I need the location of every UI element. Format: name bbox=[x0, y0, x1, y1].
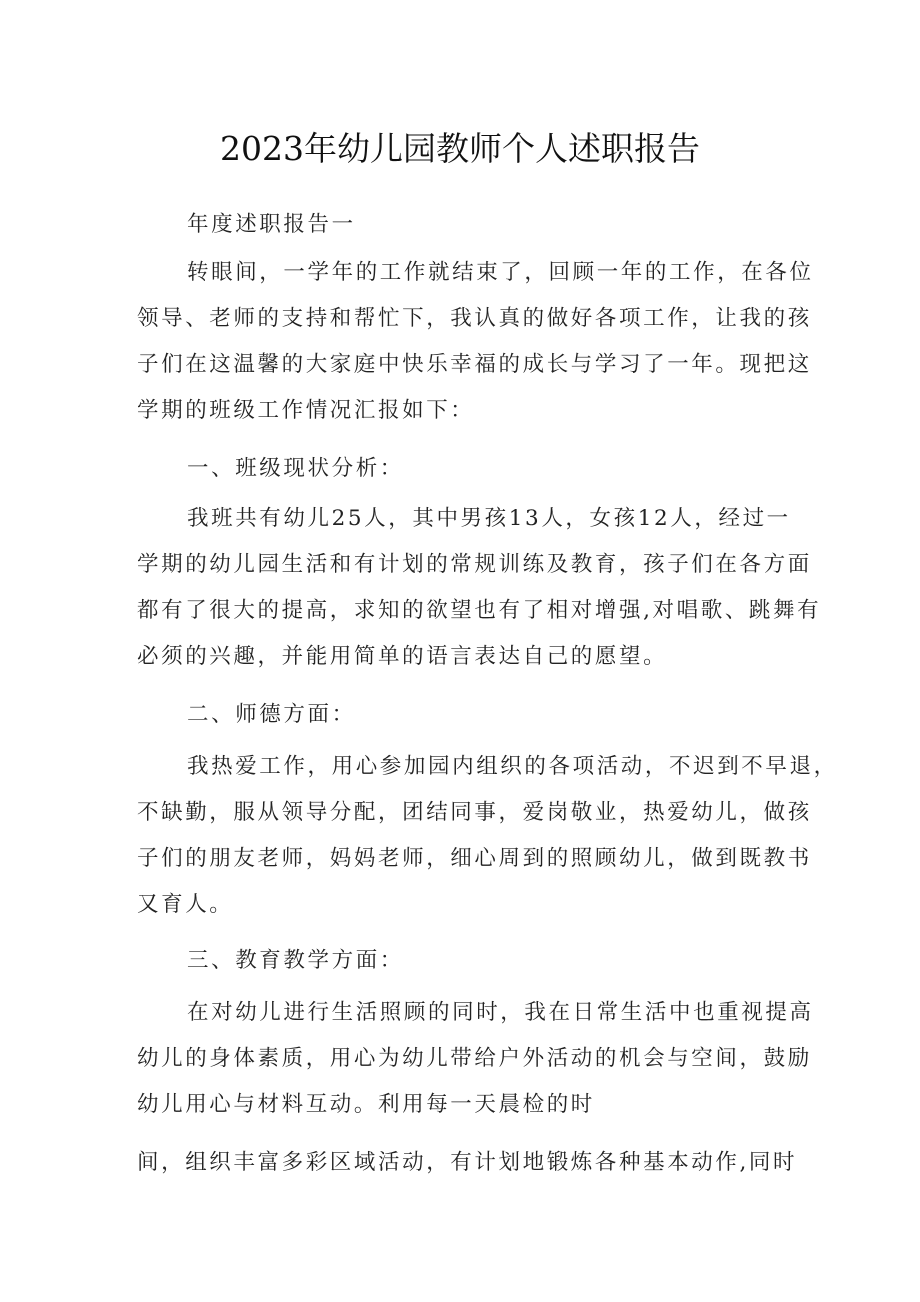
paragraph-line: 必须的兴趣，并能用简单的语言表达自己的愿望。 bbox=[137, 644, 668, 669]
paragraph-ethics bbox=[137, 744, 838, 928]
paragraph-line: 在对幼儿进行生活照顾的同时，我在日常生活中也重视提高 bbox=[187, 1000, 814, 1025]
paragraph-line: 幼儿用心与材料互动。利用每一天晨检的时 bbox=[137, 1092, 595, 1117]
paragraph-line: 都有了很大的提高，求知的欲望也有了相对增强,对唱歌、跳舞有 bbox=[137, 598, 822, 623]
paragraph-line: 我热爱工作，用心参加园内组织的各项活动，不迟到不早退， bbox=[187, 754, 838, 779]
subtitle: 年度述职报告一 bbox=[187, 212, 356, 237]
section-heading-teaching: 三、教育教学方面： bbox=[187, 948, 404, 973]
paragraph-line: 子们的朋友老师，妈妈老师，细心周到的照顾幼儿，做到既教书 bbox=[137, 846, 812, 871]
paragraph-intro bbox=[137, 250, 814, 434]
paragraph-line: 不缺勤，服从领导分配，团结同事，爱岗敬业，热爱幼儿，做孩 bbox=[137, 800, 812, 825]
paragraph-continued bbox=[137, 1140, 797, 1186]
paragraph-line: 学期的幼儿园生活和有计划的常规训练及教育，孩子们在各方面 bbox=[137, 552, 812, 577]
paragraph-teaching bbox=[137, 990, 814, 1128]
paragraph-line: 间，组织丰富多彩区域活动，有计划地锻炼各种基本动作,同时 bbox=[137, 1150, 798, 1175]
paragraph-line: 学期的班级工作情况汇报如下： bbox=[137, 398, 475, 423]
paragraph-line: 子们在这温馨的大家庭中快乐幸福的成长与学习了一年。现把这 bbox=[137, 352, 812, 377]
section-heading-ethics: 二、师德方面： bbox=[187, 702, 356, 727]
subtitle-block bbox=[137, 202, 797, 248]
paragraph-class-status bbox=[137, 496, 822, 680]
paragraph-line: 幼儿的身体素质，用心为幼儿带给户外活动的机会与空间，鼓励 bbox=[137, 1046, 812, 1071]
paragraph-line: 领导、老师的支持和帮忙下，我认真的做好各项工作，让我的孩 bbox=[137, 306, 812, 331]
section-heading-2-block bbox=[137, 692, 797, 738]
section-heading-class-status: 一、班级现状分析： bbox=[187, 456, 404, 481]
section-heading-3-block bbox=[137, 938, 797, 984]
paragraph-line: 转眼间，一学年的工作就结束了，回顾一年的工作，在各位 bbox=[187, 260, 814, 285]
paragraph-line: 我班共有幼儿25人，其中男孩13人，女孩12人，经过一 bbox=[187, 506, 791, 531]
section-heading-1-block bbox=[137, 446, 797, 492]
document-title: 2023年幼儿园教师个人述职报告 bbox=[220, 129, 700, 168]
paragraph-line: 又育人。 bbox=[137, 892, 234, 917]
